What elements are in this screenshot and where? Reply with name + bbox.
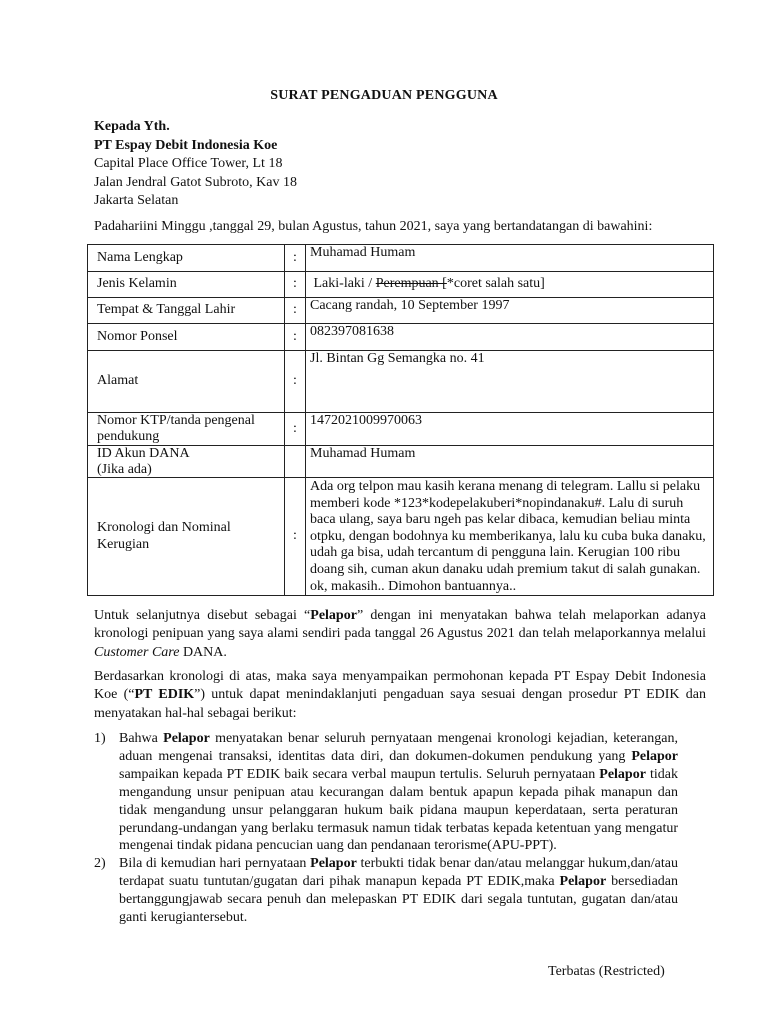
text-run: menyatakan benar seluruh pernyataan mengenai kronologi kejadian, keterangan, aduan mengenai transaksi, identitas data diri, dan dokumen-dokumen pendukung yang [119,731,678,764]
term-pelapor: Pelapor [559,874,607,890]
paragraph-reporter-statement [94,607,706,662]
text-run: ”) untuk dapat menindaklanjuti pengaduan saya sesuai dengan prosedur PT EDIK dan menyatakan hal-hal sebagai berikut: [94,687,706,721]
form-row-dana-account [88,446,714,478]
form-colon-empty [285,446,306,478]
form-label: Kronologi dan Nominal Kerugian [88,478,285,596]
form-label: Nomor KTP/tanda pengenal pendukung [88,413,285,446]
form-row-id-card [88,413,714,446]
term-pelapor: Pelapor [163,731,210,746]
term-pt-edik: PT EDIK [134,687,195,703]
term-pelapor: Pelapor [310,856,357,872]
statement-item [94,855,678,927]
statement-number: 2) [94,856,106,872]
document-title: SURAT PENGADUAN PENGGUNA [270,88,498,103]
form-colon: : [285,478,306,596]
text-run: sampaikan kepada PT EDIK baik secara verbal maupun tertulis. Seluruh pernyataan [119,766,600,782]
form-colon: : [285,324,306,351]
form-label: Nomor Ponsel [88,324,285,351]
form-value-id-card: 1472021009970063 [306,413,714,446]
text-run: tidak mengandung unsur penipuan atau kecurangan dalam bentuk apapun kepada pihak manapun dan tidak mengandung unsur pelanggaran hukum baik pidana maupun keperdataan, serta peraturan perundang-undangan yang berlaku termasuk namun tidak terbatas kepada ketentuan yang mengatur mengenai tindak pidana pencucian uang dan pendanaan terorisme(APU-PPT). [119,766,678,854]
intro-statement: Padahariini Minggu ,tanggal 29, bulan Agustus, tahun 2021, saya yang bertandatangan di bawahini: [94,219,653,234]
text-run: ” dengan ini menyatakan bahwa telah melaporkan adanya kronologi penipuan yang saya alami sendiri pada tanggal 26 Agustus 2021 dan telah melaporkannya melalui [94,608,706,642]
text-run: bersediadan bertanggungjawab secara penuh dan melepaskan PT EDIK dari segala tuntutan, gugatan dan/atau ganti kerugiantersebut. [119,874,679,926]
form-label: Tempat & Tanggal Lahir [88,298,285,324]
chronology-line: Ada org telpon mau kasih kerana menang di telegram. Lallu si pelaku [310,479,701,494]
recipient-address-line: Capital Place Office Tower, Lt 18 [94,156,283,171]
form-row-chronology [88,478,714,596]
form-label: ID Akun DANA [97,446,190,461]
chronology-line: doang sih, cuman akun danaku udah premium takut di salah gunakan. [310,561,701,577]
text-run: Untuk selanjutnya disebut sebagai “ [94,608,311,623]
form-row-birth [88,298,714,324]
form-value-address: Jl. Bintan Gg Semangka no. 41 [306,351,714,413]
form-sublabel: (Jika ada) [97,461,152,477]
recipient-address-line: Jalan Jendral Gatot Subroto, Kav 18 [94,174,297,190]
gender-option-female-struck: Perempuan [ [375,276,447,292]
form-label: Jenis Kelamin [88,272,285,298]
recipient-address-line: Jakarta Selatan [94,193,179,208]
text-run: Berdasarkan kronologi di atas, maka saya menyampaikan permohonan kepada PT Espay Debit Indonesia Koe (“ [94,669,706,703]
text-run: Bila di kemudian hari pernyataan [119,856,311,872]
form-colon: : [285,245,306,272]
recipient-company: PT Espay Debit Indonesia Koe [94,137,278,153]
statement-item [94,730,678,855]
term-pelapor: Pelapor [599,766,646,782]
form-value-birth: Cacang randah, 10 September 1997 [306,298,714,324]
form-value-gender [306,272,714,298]
term-pelapor: Pelapor [631,748,678,764]
gender-option-male: Laki-laki / [313,276,376,292]
form-colon: : [285,298,306,324]
statement-number: 1) [94,731,106,746]
form-row-name [88,245,714,272]
classification-footer: Terbatas (Restricted) [548,964,665,979]
form-value-chronology [306,478,714,596]
gender-instruction: *coret salah satu] [446,276,545,292]
form-value-name: Muhamad Humam [306,245,714,272]
chronology-line: memberi kode *123*kodepelakuberi*nopindanaku#. Lalu di suruh [310,495,684,511]
chronology-line: ok, makasih.. Dimohon bantuannya.. [310,578,517,594]
form-colon: : [285,413,306,446]
chronology-line: udah ga bisa, udah tercantum di pengguna lain. Kerugian 100 ribu [310,545,681,561]
chronology-line: baca ulang, saya baru ngeh pas kelar dibaca, kemudian beliau minta [310,512,691,528]
term-pelapor: Pelapor [310,608,357,623]
text-run: terbukti tidak benar dan/atau melanggar hukum,dan/atau terdapat suatu tuntutan/gugatan dari pihak manapun kepada PT EDIK,maka [119,856,678,890]
form-colon: : [285,272,306,298]
statement-list [94,730,678,927]
paragraph-request [94,668,706,723]
form-label-dana [88,446,285,478]
recipient-block [94,118,694,211]
complainant-form-table [87,244,714,596]
form-colon: : [285,351,306,413]
chronology-line: otpku, dengan bodohnya ku memberikanya, lalu ku cuba buka danaku, [310,528,706,544]
text-run: Bahwa [119,731,164,746]
form-label: Alamat [88,351,285,413]
term-customer-care: Customer Care [94,644,180,660]
form-value-dana-account: Muhamad Humam [306,446,714,478]
recipient-salutation: Kepada Yth. [94,119,170,134]
form-row-gender [88,272,714,298]
text-run: DANA. [179,644,227,660]
form-label: Nama Lengkap [88,245,285,272]
form-value-phone: 082397081638 [306,324,714,351]
form-row-phone [88,324,714,351]
form-row-address [88,351,714,413]
